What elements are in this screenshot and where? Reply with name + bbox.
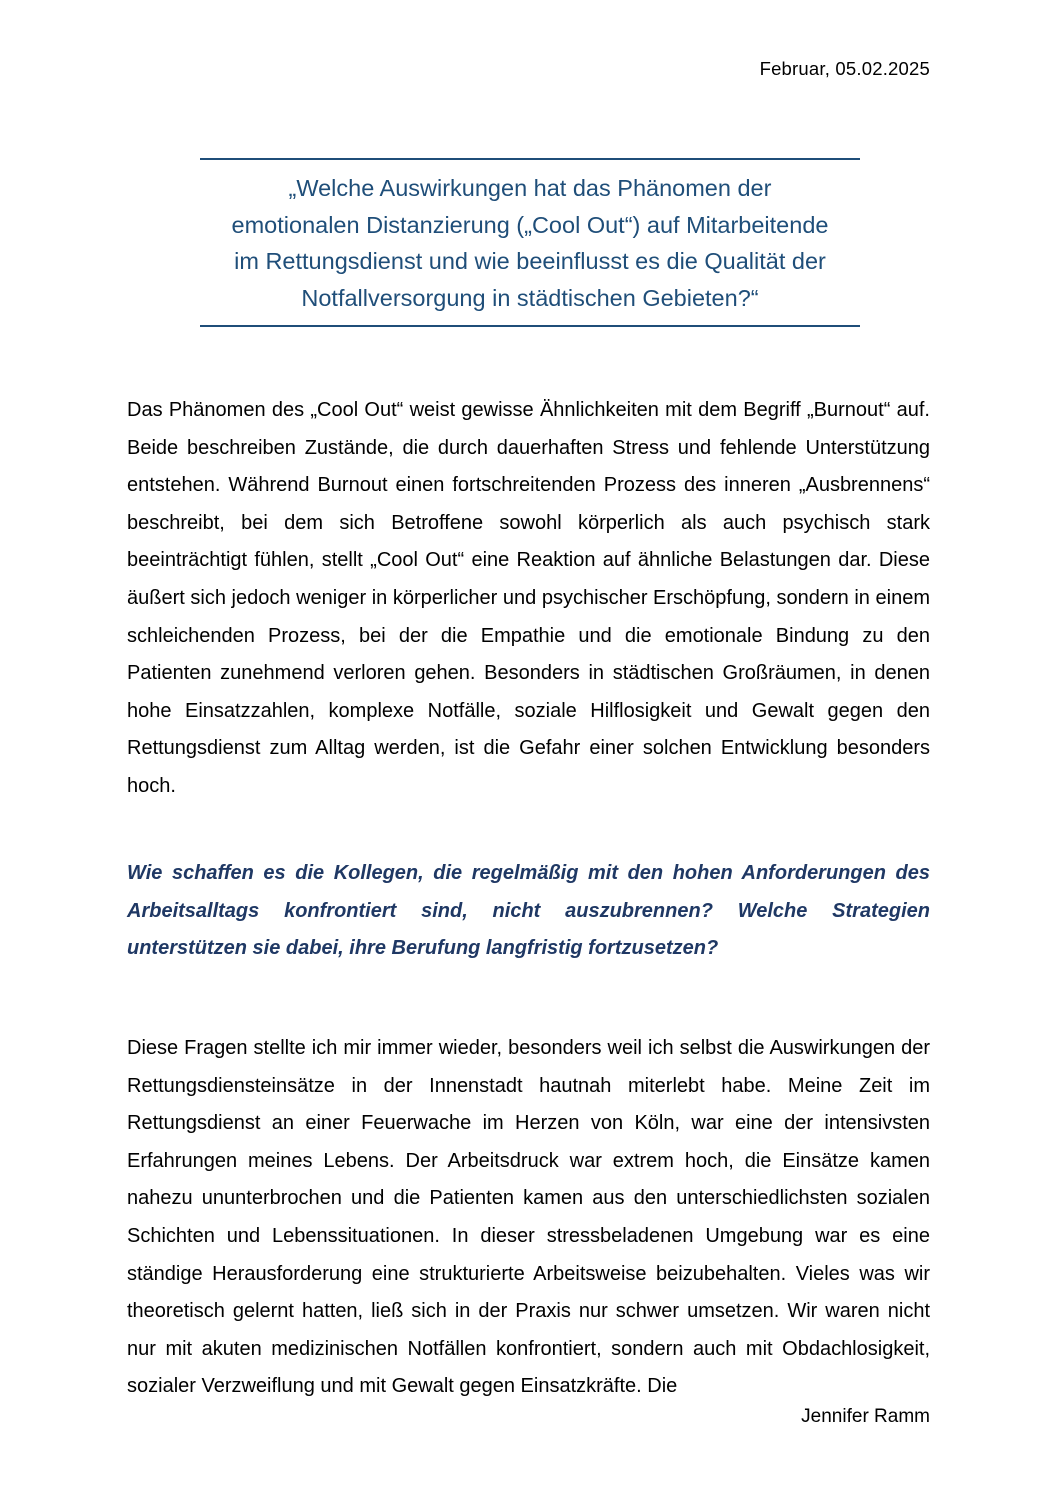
paragraph-personal-experience: Diese Fragen stellte ich mir immer wieder, besonders weil ich selbst die Auswirkungen der Rettungsdiensteinsätze in der Innenstadt hautnah miterlebt habe. Meine Zeit im Rettungsdienst an einer Feuerwache im Herzen von Köln, war eine der intensivsten Erfahrungen meines Lebens. Der Arbeitsdruck war extrem hoch, die Einsätze kamen nahezu ununterbrochen und die Patienten kamen aus den unterschiedlichsten sozialen Schichten und Lebenssituationen. In dieser stressbeladenen Umgebung war es eine ständige Herausforderung eine strukturierte Arbeitsweise beizubehalten. Vieles was wir theoretisch gelernt hatten, ließ sich in der Praxis nur schwer umsetzen. Wir waren nicht nur mit akuten medizinischen Notfällen konfrontiert, sondern auch mit Obdachlosigkeit, sozialer Verzweiflung und mit Gewalt gegen Einsatzkräfte. Die [127, 1037, 930, 1398]
document-title-line-4: Notfallversorgung in städtischen Gebieten?“ [301, 284, 759, 311]
author-name: Jennifer Ramm [801, 1406, 930, 1427]
paragraph-cool-out-definition: Das Phänomen des „Cool Out“ weist gewisse Ähnlichkeiten mit dem Begriff „Burnout“ auf. Beide beschreiben Zustände, die durch dauerhaften Stress und fehlende Unterstützung entstehen. Während Burnout einen fortschreitenden Prozess des inneren „Ausbrennens“ beschreibt, bei dem sich Betroffene sowohl körperlich als auch psychisch stark beeinträchtigt fühlen, stellt „Cool Out“ eine Reaktion auf ähnliche Belastungen dar. Diese äußert sich jedoch weniger in körperlicher und psychischer Erschöpfung, sondern in einem schleichenden Prozess, bei der die Empathie und die emotionale Bindung zu den Patienten zunehmend verloren gehen. Besonders in städtischen Großräumen, in denen hohe Einsatzzahlen, komplexe Notfälle, soziale Hilflosigkeit und Gewalt gegen den Rettungsdienst zum Alltag werden, ist die Gefahr einer solchen Entwicklung besonders hoch. [127, 399, 930, 797]
document-title-line-2: emotionalen Distanzierung („Cool Out“) auf Mitarbeitende [231, 211, 829, 238]
paragraph-research-questions: Wie schaffen es die Kollegen, die regelmäßig mit den hohen Anforderungen des Arbeitsalltags konfrontiert sind, nicht auszubrennen? Welche Strategien unterstützen sie dabei, ihre Berufung langfristig fortzusetzen? [127, 862, 930, 960]
document-title-line-1: „Welche Auswirkungen hat das Phänomen der [288, 175, 772, 201]
title-block [200, 158, 860, 327]
document-title-line-3: im Rettungsdienst und wie beeinflusst es die Qualität der [234, 248, 826, 275]
document-date: Februar, 05.02.2025 [759, 58, 930, 79]
